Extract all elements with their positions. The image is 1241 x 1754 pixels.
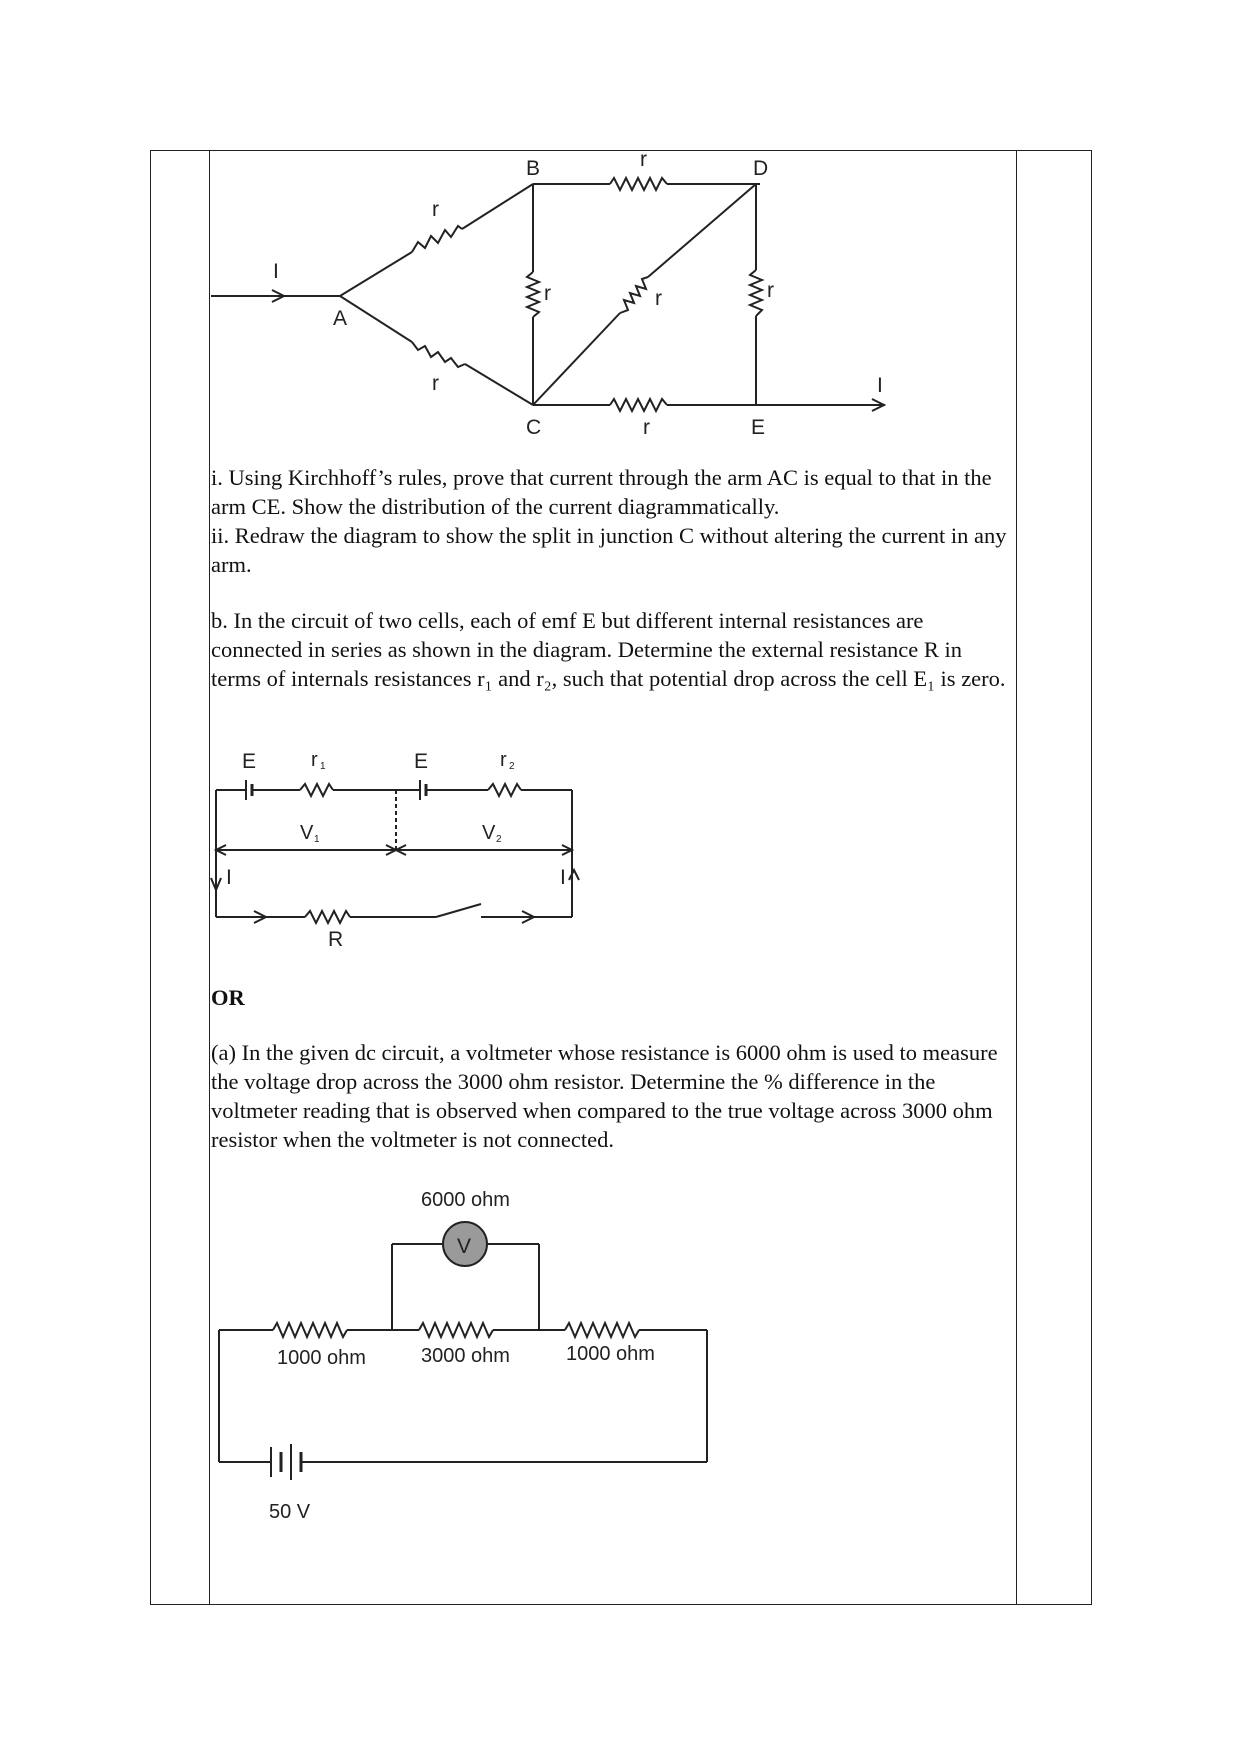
emf1-label: E — [242, 750, 257, 773]
v2-label: V — [482, 822, 496, 844]
resistor-3000-middle — [419, 1323, 493, 1337]
node-label-c: C — [526, 416, 542, 439]
r1-label: r — [311, 749, 318, 771]
resistor-bd-label: r — [640, 148, 647, 171]
current-label-out: I — [877, 374, 883, 397]
node-label-a: A — [333, 307, 348, 330]
r2-subscript: 2 — [509, 761, 515, 772]
r2-label: r — [500, 749, 507, 771]
resistor-1000-right — [565, 1323, 639, 1337]
resistor-ce-label: r — [643, 416, 650, 439]
resistor-1000-left — [273, 1323, 347, 1337]
question-a-part-ii: ii. Redraw the diagram to show the split in junction C without altering the current in any arm. — [211, 523, 1013, 577]
v1-subscript: 1 — [314, 834, 320, 845]
current-left-label: I — [226, 866, 232, 889]
voltmeter-resistance-label: 6000 ohm — [421, 1189, 510, 1211]
resistor-bc-label: r — [544, 282, 551, 305]
current-right-label: I — [560, 866, 566, 889]
battery-label: 50 V — [269, 1501, 311, 1523]
node-label-d: D — [753, 157, 769, 180]
resistor-cd-label: r — [655, 287, 662, 310]
v2-subscript: 2 — [496, 834, 502, 845]
resistor-ab-label: r — [432, 198, 439, 221]
current-label-in: I — [273, 260, 279, 283]
resistor-left-label: 1000 ohm — [277, 1347, 366, 1369]
resistor-right-label: 1000 ohm — [566, 1343, 655, 1365]
resistor-de-label: r — [767, 279, 774, 302]
or-label: OR — [211, 985, 245, 1010]
question-a-part-i: i. Using Kirchhoff’s rules, prove that current through the arm AC is equal to that in the arm CE. Show the distribution of the current diagrammatically. — [211, 465, 998, 519]
voltmeter-symbol: V — [457, 1235, 472, 1258]
emf2-label: E — [414, 750, 429, 773]
v1-label: V — [300, 822, 314, 844]
question-b-text: b. In the circuit of two cells, each of emf E but different internal resistances are connected in series as shown in the diagram. Determine the external resistance R in terms of internals resistances r₁ and r₂, such that potential drop across the cell E₁ is zero. — [211, 608, 1006, 691]
external-resistor-label: R — [328, 928, 344, 951]
resistor-ac-label: r — [432, 372, 439, 395]
r1-subscript: 1 — [320, 761, 326, 772]
node-label-b: B — [526, 157, 541, 180]
resistor-middle-label: 3000 ohm — [421, 1345, 510, 1367]
node-label-e: E — [751, 416, 766, 439]
question-or-a-text: (a) In the given dc circuit, a voltmeter whose resistance is 6000 ohm is used to measure the voltage drop across the 3000 ohm resistor. Determine the % difference in the voltmeter reading that is observed when compared to the true voltage across 3000 ohm resistor when the voltmeter is not connected. — [211, 1040, 1004, 1152]
